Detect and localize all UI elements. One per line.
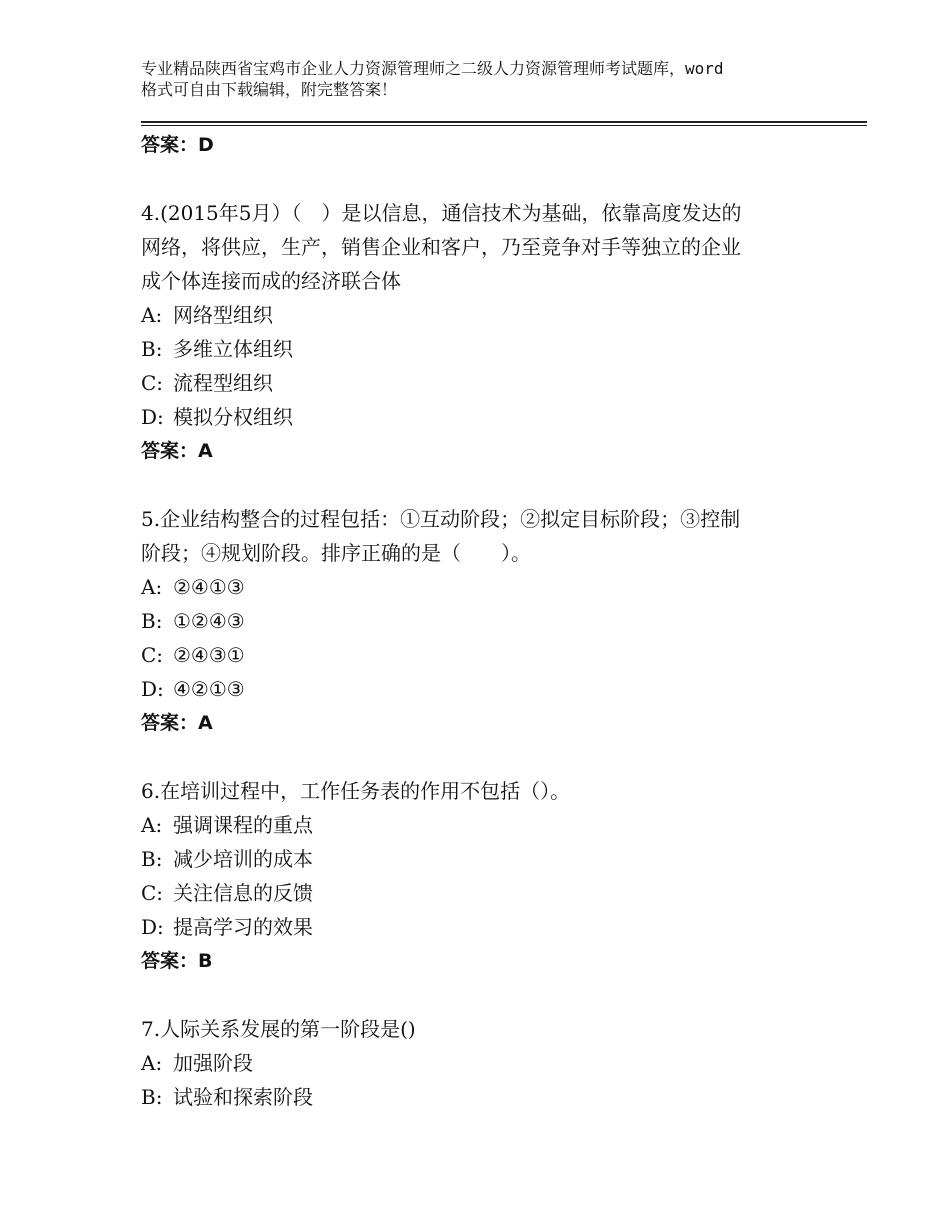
option-line bbox=[141, 570, 821, 604]
option-letter: C: bbox=[141, 371, 164, 395]
answer-line: 答案：A bbox=[141, 440, 213, 462]
document-header bbox=[141, 58, 831, 100]
option-line bbox=[141, 910, 821, 944]
option-letter: D: bbox=[141, 677, 164, 701]
option-text: ④②①③ bbox=[173, 677, 245, 701]
option-letter: D: bbox=[141, 405, 164, 429]
option-line bbox=[141, 638, 821, 672]
option-letter: B: bbox=[141, 337, 163, 361]
option-line bbox=[141, 672, 821, 706]
header-line-2: 格式可自由下载编辑，附完整答案！ bbox=[141, 80, 398, 99]
option-text: 关注信息的反馈 bbox=[173, 881, 313, 905]
option-text: 试验和探索阶段 bbox=[173, 1085, 313, 1109]
option-line bbox=[141, 298, 821, 332]
header-rule-thin bbox=[141, 125, 867, 126]
answer-line: 答案：A bbox=[141, 712, 213, 734]
option-letter: A: bbox=[141, 575, 163, 599]
question-stem-line: 网络，将供应，生产，销售企业和客户，乃至竞争对手等独立的企业 bbox=[141, 235, 741, 259]
question-gap bbox=[141, 978, 821, 1012]
question-stem-line: 阶段；④规划阶段。排序正确的是（ ）。 bbox=[141, 541, 531, 565]
option-line bbox=[141, 808, 821, 842]
option-text: 减少培训的成本 bbox=[173, 847, 313, 871]
option-letter: C: bbox=[141, 881, 164, 905]
option-letter: C: bbox=[141, 643, 164, 667]
option-letter: B: bbox=[141, 609, 163, 633]
header-line-1: 专业精品陕西省宝鸡市企业人力资源管理师之二级人力资源管理师考试题库，word bbox=[141, 59, 724, 78]
option-text: 流程型组织 bbox=[173, 371, 273, 395]
option-letter: A: bbox=[141, 1051, 163, 1075]
question-gap bbox=[141, 468, 821, 502]
option-text: 强调课程的重点 bbox=[173, 813, 313, 837]
option-letter: A: bbox=[141, 303, 163, 327]
option-letter: B: bbox=[141, 1085, 163, 1109]
question-stem-line: 6.在培训过程中，工作任务表的作用不包括（）。 bbox=[141, 779, 571, 803]
question-stem-line: 7.人际关系发展的第一阶段是() bbox=[141, 1017, 416, 1041]
question-gap bbox=[141, 162, 821, 196]
question-block bbox=[141, 774, 821, 978]
option-text: ①②④③ bbox=[173, 609, 245, 633]
option-line bbox=[141, 1080, 821, 1114]
question-stem-line: 成个体连接而成的经济联合体 bbox=[141, 269, 401, 293]
option-text: ②④①③ bbox=[173, 575, 245, 599]
question-gap bbox=[141, 740, 821, 774]
option-text: 多维立体组织 bbox=[173, 337, 293, 361]
question-block bbox=[141, 502, 821, 740]
option-line bbox=[141, 366, 821, 400]
option-text: 网络型组织 bbox=[173, 303, 273, 327]
option-line bbox=[141, 842, 821, 876]
option-text: 模拟分权组织 bbox=[173, 405, 293, 429]
question-block bbox=[141, 1012, 821, 1114]
option-line bbox=[141, 604, 821, 638]
answer-line: 答案：D bbox=[141, 134, 214, 156]
header-rule-thick bbox=[141, 121, 867, 123]
option-line bbox=[141, 400, 821, 434]
option-text: 提高学习的效果 bbox=[173, 915, 313, 939]
option-line bbox=[141, 1046, 821, 1080]
question-stem-line: 4.(2015年5月）（ ）是以信息，通信技术为基础，依靠高度发达的 bbox=[141, 201, 742, 225]
question-block bbox=[141, 196, 821, 468]
option-letter: D: bbox=[141, 915, 164, 939]
option-line bbox=[141, 876, 821, 910]
question-list bbox=[141, 128, 821, 1114]
option-letter: A: bbox=[141, 813, 163, 837]
question-stem-line: 5.企业结构整合的过程包括：①互动阶段；②拟定目标阶段；③控制 bbox=[141, 507, 741, 531]
option-letter: B: bbox=[141, 847, 163, 871]
option-text: ②④③① bbox=[173, 643, 245, 667]
option-text: 加强阶段 bbox=[173, 1051, 253, 1075]
option-line bbox=[141, 332, 821, 366]
answer-line: 答案：B bbox=[141, 950, 213, 972]
